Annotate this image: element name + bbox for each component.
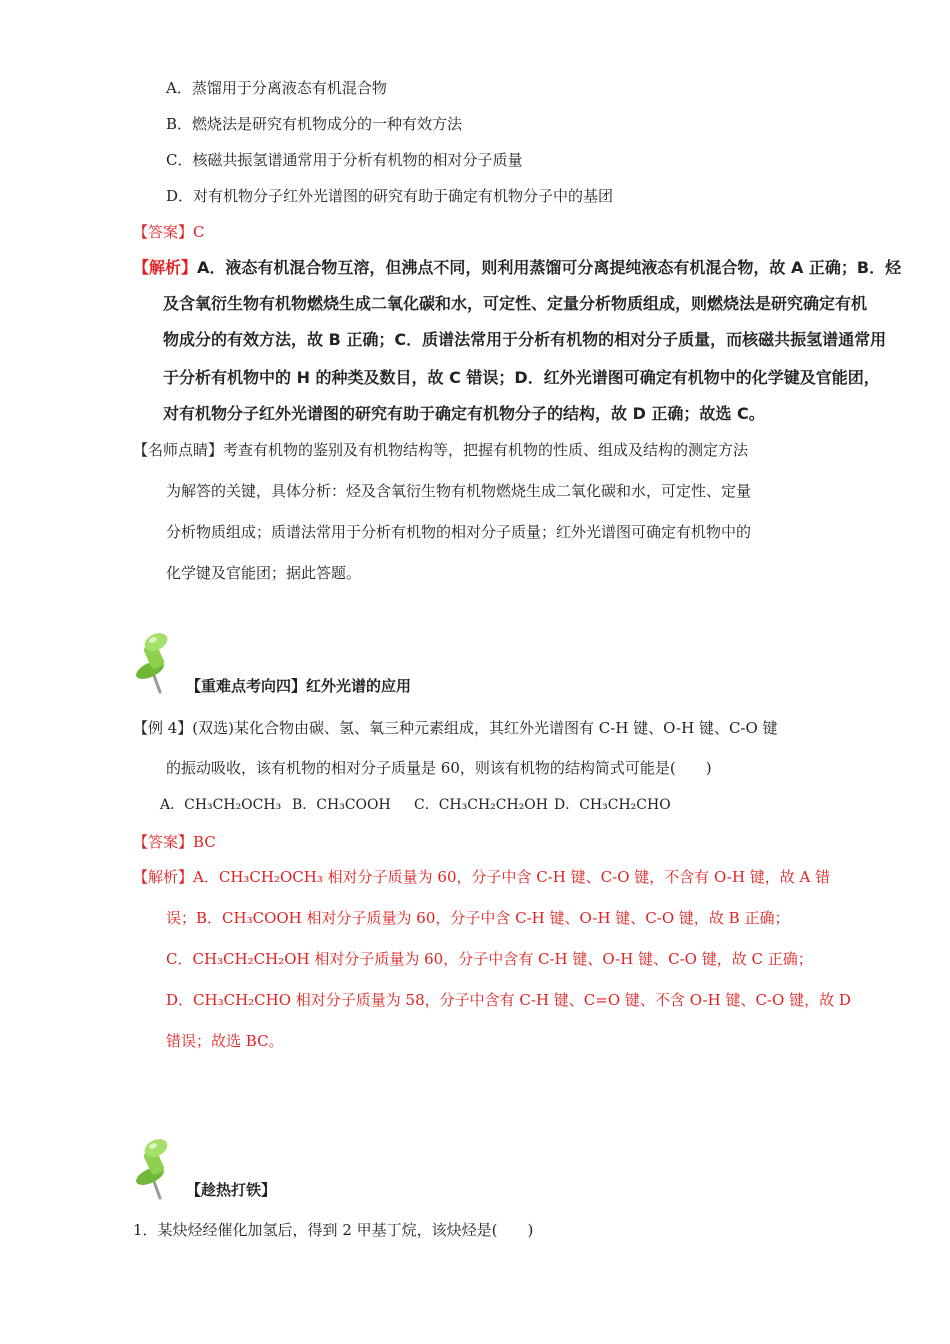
answer-3 [133,222,205,242]
example-4-options [160,795,671,815]
answer-4-value: BC [193,833,216,851]
answer-value: C [193,223,205,241]
teacher-note-line-2: 为解答的关键，具体分析：烃及含氧衍生物有机物燃烧生成二氧化碳和水，可定性、定量 [166,482,752,500]
teacher-note-tag: 【名师点睛】 [133,441,224,459]
analysis-3-line-4: 于分析有机物中的 H 的种类及数目，故 C 错误；D．红外光谱图可确定有机物中的化学键及官能团， [163,368,880,387]
option-b: B．燃烧法是研究有机物成分的一种有效方法 [166,115,463,133]
option-a: A．蒸馏用于分离液态有机混合物 [166,79,387,97]
analysis-4-line-3: C．CH₃CH₂CH₂OH 相对分子质量为 60，分子中含有 C-H 键、O-H 键、C-O 键，故 C 正确； [166,950,813,968]
analysis-3-line-5: 对有机物分子红外光谱图的研究有助于确定有机物分子的结构，故 D 正确；故选 C。 [163,404,765,423]
analysis-4-line-4: D．CH₃CH₂CHO 相对分子质量为 58，分子中含有 C-H 键、C=O 键、不含 O-H 键、C-O 键，故 D [166,991,851,1009]
pushpin-icon [130,630,186,694]
option-c: C．核磁共振氢谱通常用于分析有机物的相对分子质量 [166,151,523,169]
analysis-tag: 【解析】 [133,258,198,277]
teacher-note-line-1: 【名师点睛】考查有机物的鉴别及有机物结构等，把握有机物的性质、组成及结构的测定方法 [133,441,749,459]
section-4-title: 【重难点考向四】红外光谱的应用 [186,677,412,695]
section-5-title: 【趁热打铁】 [186,1181,277,1199]
analysis-3-line-2: 及含氧衍生物有机物燃烧生成二氧化碳和水，可定性、定量分析物质组成，则燃烧法是研究确定有机 [163,294,868,313]
analysis-4-tag: 【解析】 [133,868,194,886]
analysis-4-line-1: 【解析】A．CH₃CH₂OCH₃ 相对分子质量为 60，分子中含 C-H 键、C-O 键，不含有 O-H 键，故 A 错 [133,868,831,886]
analysis-3-line-3: 物成分的有效方法，故 B 正确；C．质谱法常用于分析有机物的相对分子质量，而核磁共振氢谱通常用 [163,330,887,349]
ex4-option-a: A．CH₃CH₂OCH₃ [160,797,282,813]
example-4-line-1: 【例 4】(双选)某化合物由碳、氢、氧三种元素组成，其红外光谱图有 C-H 键、O-H 键、C-O 键 [133,719,778,737]
teacher-note-line-4: 化学键及官能团；据此答题。 [166,564,362,582]
answer-4 [133,832,216,852]
ex4-option-d: D．CH₃CH₂CHO [554,797,671,813]
ex4-option-b: B．CH₃COOH [292,797,391,813]
pushpin-icon [130,1136,186,1200]
answer-tag: 【答案】 [133,223,194,241]
analysis-4-line-2: 误；B．CH₃COOH 相对分子质量为 60，分子中含 C-H 键、O-H 键、C-O 键，故 B 正确； [166,909,790,927]
example-4-line-2: 的振动吸收，该有机物的相对分子质量是 60，则该有机物的结构简式可能是( ) [166,759,712,777]
practice-1: 1．某炔烃经催化加氢后，得到 2 甲基丁烷，该炔烃是( ) [133,1221,534,1239]
answer-4-tag: 【答案】 [133,833,194,851]
analysis-3-line-1: 【解析】A．液态有机混合物互溶，但沸点不同，则利用蒸馏可分离提纯液态有机混合物，故 A 正确；B．烃 [133,258,902,277]
ex4-option-c: C．CH₃CH₂CH₂OH [414,797,548,813]
option-d: D．对有机物分子红外光谱图的研究有助于确定有机物分子中的基团 [166,187,614,205]
analysis-4-line-5: 错误；故选 BC。 [166,1032,284,1050]
teacher-note-line-3: 分析物质组成；质谱法常用于分析有机物的相对分子质量；红外光谱图可确定有机物中的 [166,523,752,541]
